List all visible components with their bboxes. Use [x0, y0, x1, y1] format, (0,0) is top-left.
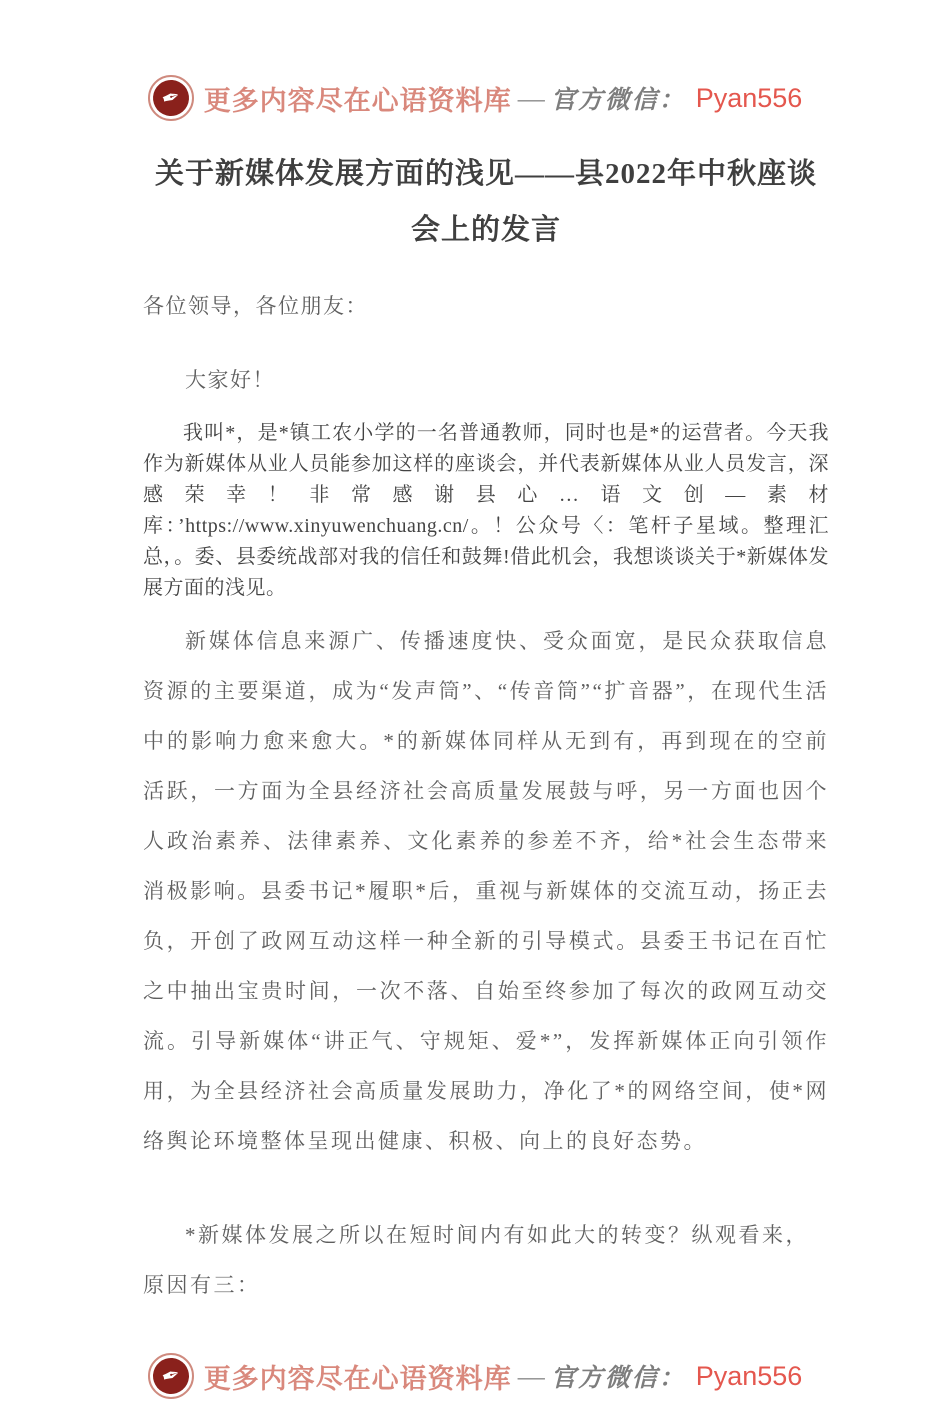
brand-logo	[148, 1353, 194, 1399]
greeting-paragraph: 各位领导，各位朋友：	[143, 294, 368, 318]
top-promo-banner	[0, 72, 950, 124]
salutation-paragraph: 大家好！	[185, 368, 275, 392]
pen-nib-icon: ✒	[148, 75, 193, 120]
banner-wechat-label: 官方微信：	[550, 1365, 686, 1392]
self-introduction-paragraph: 我叫*，是*镇工农小学的一名普通教师，同时也是*的运营者。今天我作为新媒体从业人员能参加这样的座谈会，并代表新媒体从业人员发言，深感荣幸！非常感谢县心…语文创—素材库：’https://www.xinyuwenchuang.cn/。！公众号〈：笔杆子星域。整理汇总，。委、县委统战部对我的信任和鼓舞!借此机会，我想谈谈关于*新媒体发展方面的浅见。	[143, 422, 829, 599]
document-body	[143, 146, 829, 1310]
banner-brand-text: 更多内容尽在心语资料库	[203, 1363, 512, 1394]
banner-wechat-id: Pyan556	[695, 82, 803, 113]
banner-wechat-id: Pyan556	[695, 1360, 803, 1391]
banner-brand-text: 更多内容尽在心语资料库	[203, 85, 512, 116]
pen-nib-icon: ✒	[148, 1353, 193, 1398]
document-title: 关于新媒体发展方面的浅见——县2022年中秋座谈会上的发言	[154, 158, 817, 246]
banner-wechat-label: 官方微信：	[550, 87, 686, 114]
transition-paragraph: *新媒体发展之所以在短时间内有如此大的转变？纵观看来，原因有三：	[143, 1223, 809, 1297]
banner-dash: —	[517, 82, 545, 113]
bottom-promo-banner	[0, 1350, 950, 1402]
banner-dash: —	[517, 1360, 545, 1391]
brand-logo	[148, 75, 194, 121]
main-body-paragraph: 新媒体信息来源广、传播速度快、受众面宽，是民众获取信息资源的主要渠道，成为“发声筒”、“传音筒”“扩音器”，在现代生活中的影响力愈来愈大。*的新媒体同样从无到有，再到现在的空前活跃，一方面为全县经济社会高质量发展鼓与呼，另一方面也因个人政治素养、法律素养、文化素养的参差不齐，给*社会生态带来消极影响。县委书记*履职*后，重视与新媒体的交流互动，扬正去负，开创了政网互动这样一种全新的引导模式。县委王书记在百忙之中抽出宝贵时间，一次不落、自始至终参加了每次的政网互动交流。引导新媒体“讲正气、守规矩、爱*”，发挥新媒体正向引领作用，为全县经济社会高质量发展助力，净化了*的网络空间，使*网络舆论环境整体呈现出健康、积极、向上的良好态势。	[143, 629, 829, 1153]
